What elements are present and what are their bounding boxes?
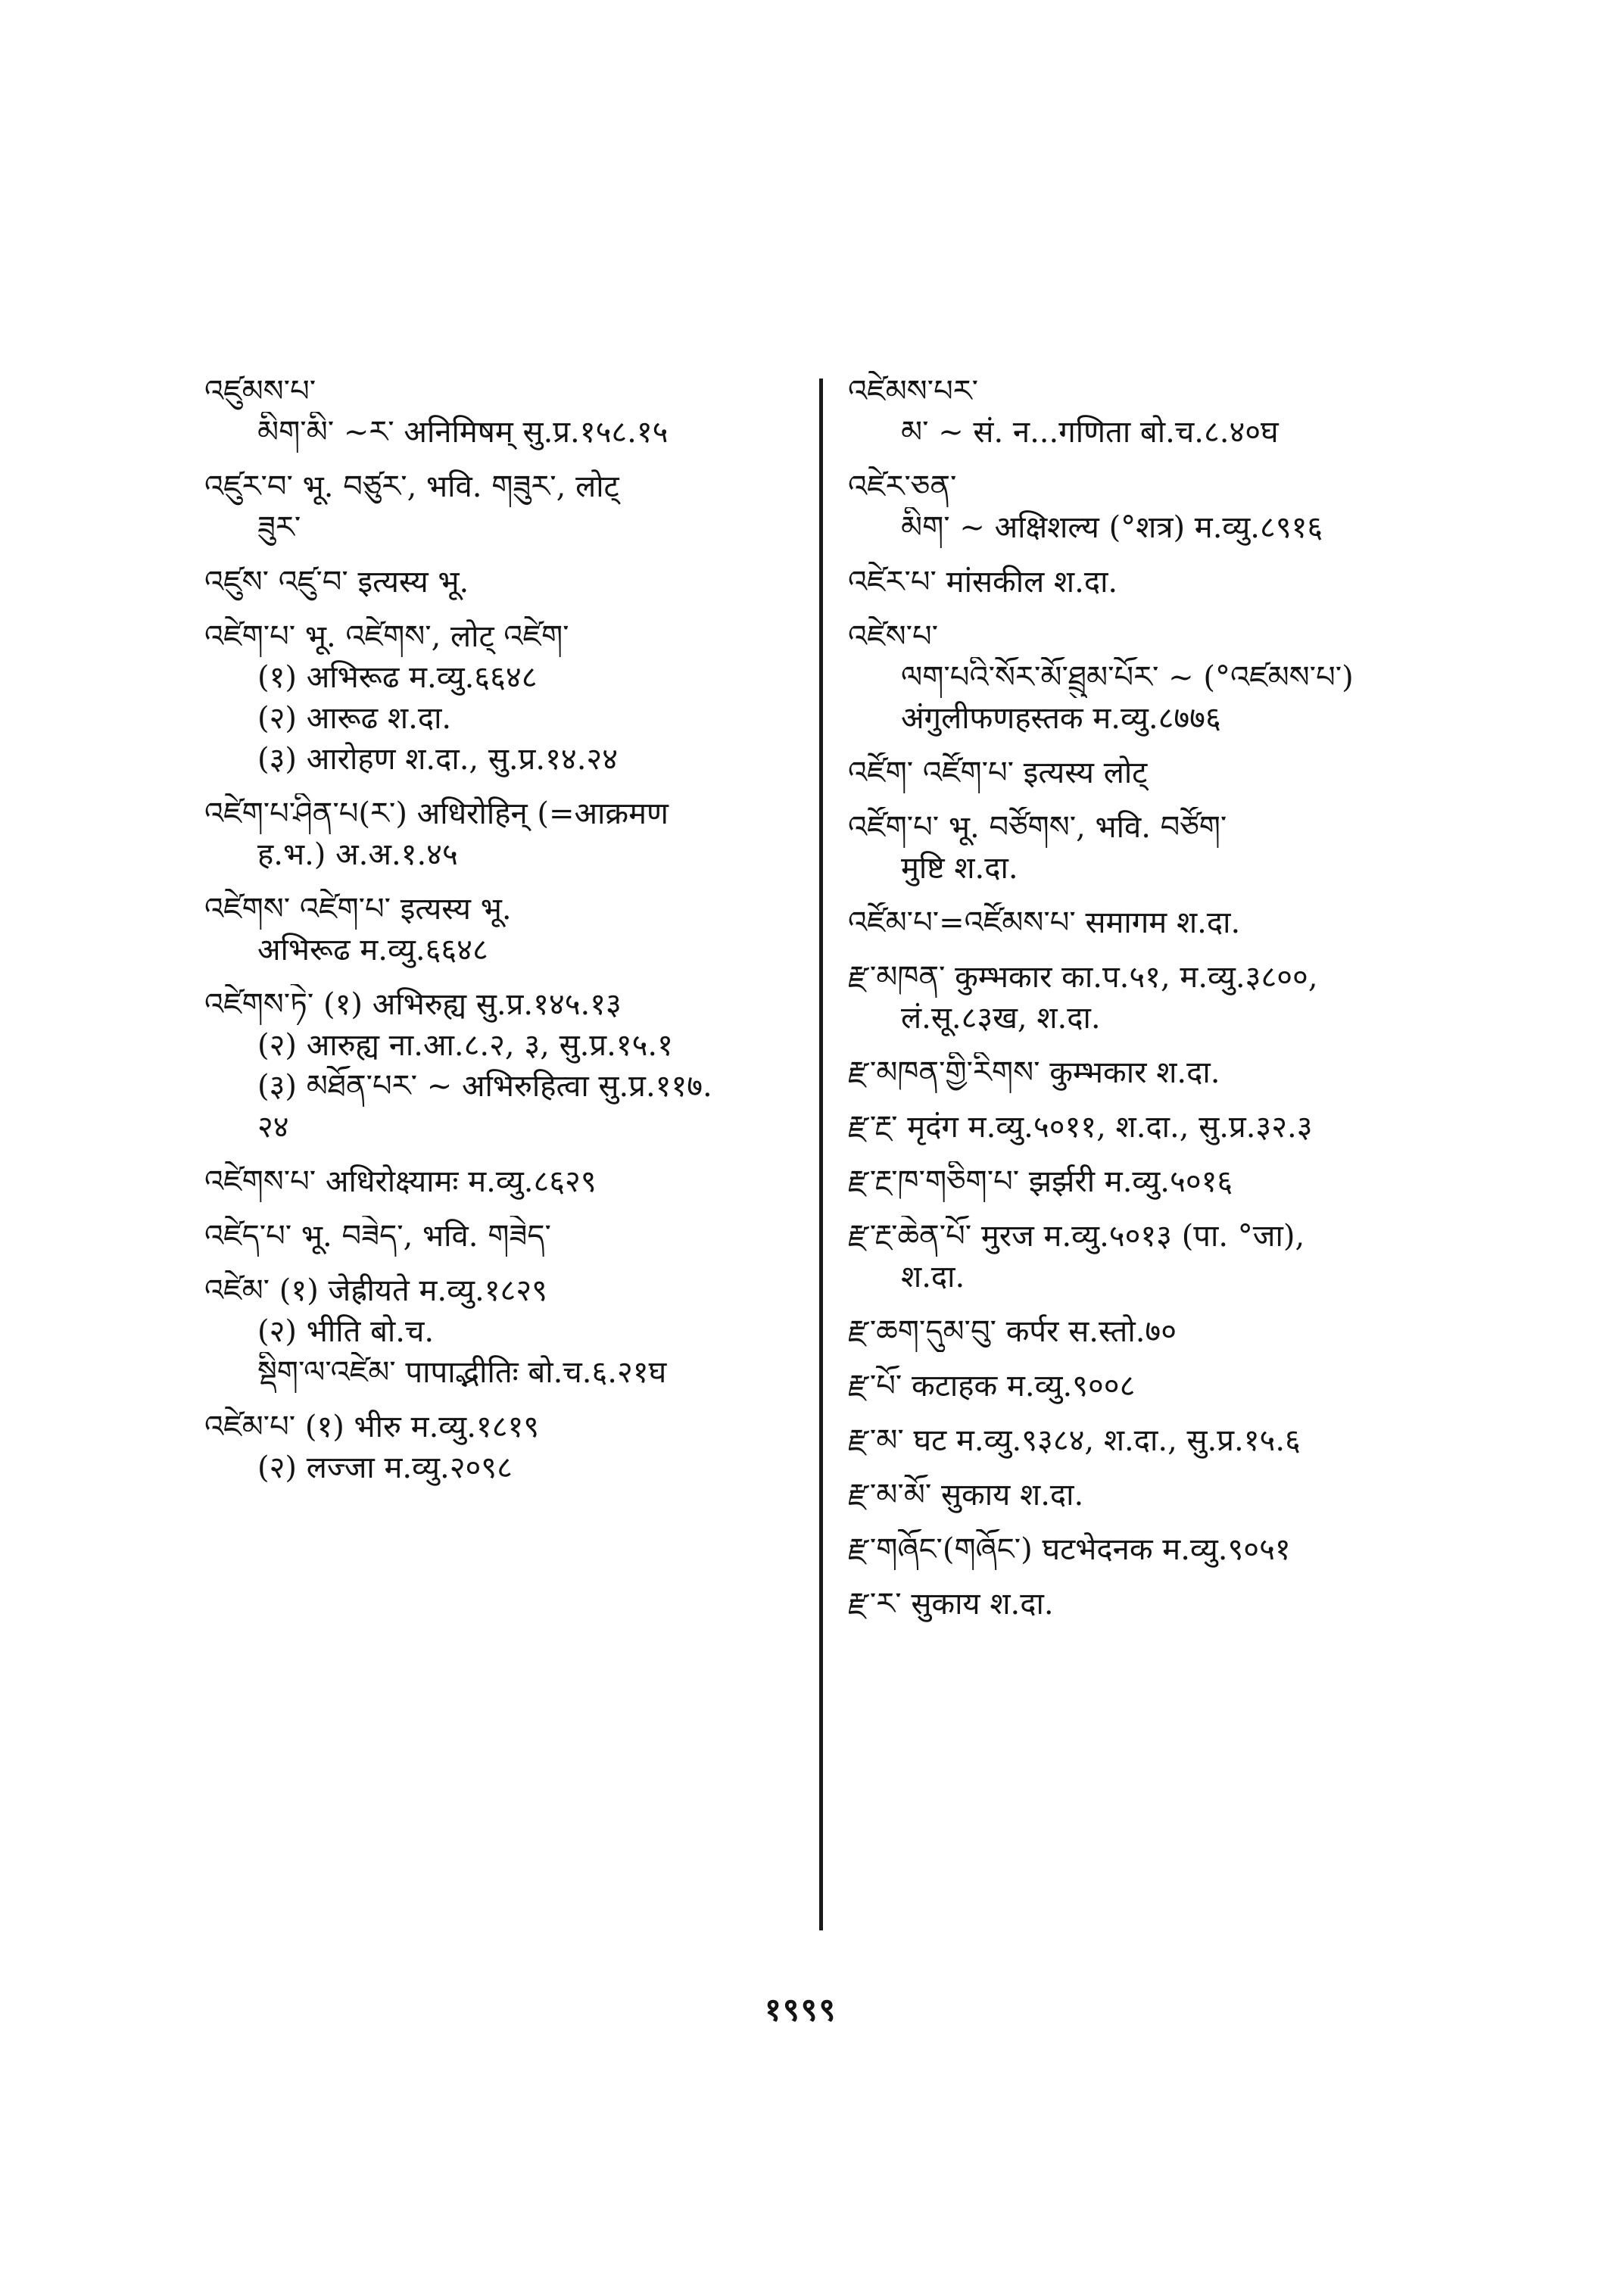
dictionary-headword-line: འཛེར་པ་ मांसकील श.दा. [848,565,1118,600]
dictionary-headword-line: འཛུམས་པ་ [204,374,316,409]
dictionary-headword-line: འཛུར་བ་ भू. བཙུར་, भवि. གཟུར་, लोट् [204,469,619,504]
dictionary-headword-line: རྫ་གཞོང་(གཞོང་) घटभेदनक म.व्यु.९०५१ [848,1532,1291,1567]
dictionary-sense-line: ཟུར་ [257,510,301,545]
dictionary-headword-line: འཛུས་ འཛུ་བ་ इत्यस्य भू. [204,565,469,600]
dictionary-sense-line: མིག་ ~ अक्षिशल्य (°शत्र) म.व्यु.८९१६ [901,510,1323,545]
dictionary-headword-line: འཛེམ་པ་ (१) भीरु म.व्यु.१८१९ [204,1410,540,1444]
dictionary-sense-line: (२) भीति बो.च. [257,1314,435,1349]
dictionary-headword-line: འཛེགས་ འཛེག་པ་ इत्यस्य भू. [204,892,512,927]
dictionary-sense-line: (२) लज्जा म.व्यु.२०९८ [257,1450,513,1485]
dictionary-sense-line: मुष्टि श.दा. [901,851,1018,886]
dictionary-sense-line: २४ [257,1110,289,1145]
page-number: १९९९ [765,1991,837,2028]
dictionary-sense-line: མ་ ~ सं. न...गणिता बो.च.८.४०घ [901,415,1279,450]
dictionary-headword-line: རྫ་མཁན་ कुम्भकार का.प.५१, म.व्यु.३८००, [848,960,1318,995]
dictionary-sense-line: (१) अभिरूढ म.व्यु.६६४८ [257,660,538,695]
dictionary-sense-line: (२) आरुह्य ना.आ.८.२, ३, सु.प्र.१५.१ [257,1028,673,1063]
dictionary-headword-line: འཛེས་པ་ [848,619,939,654]
dictionary-sense-line: ལག་པའི་སོར་མོ་ཐྲུམ་པོར་ ~ (°འཛམས་པ་) [901,660,1354,695]
dictionary-headword-line: འཛེར་ཅན་ [848,469,957,504]
dictionary-headword-line: རྫ་པོ་ कटाहक म.व्यु.९००८ [848,1369,1136,1404]
dictionary-headword-line: འཛེག་པ་ भू. འཛེགས་, लोट् འཛེག་ [204,619,569,654]
dictionary-sense-line: སྡིག་ལ་འཛེམ་ पापाद्भीतिः बो.च.६.२१घ [257,1355,667,1390]
dictionary-headword-line: འཛོག་ འཛོག་པ་ इत्यस्य लोट् [848,756,1148,790]
dictionary-headword-line: འཛོག་པ་ भू. བཙོགས་, भवि. བཙོག་ [848,810,1227,845]
dictionary-sense-line: (३) आरोहण श.दा., सु.प्र.१४.२४ [257,742,619,777]
dictionary-headword-line: རྫ་ཆག་དུམ་བུ་ कर्पर स.स्तो.७० [848,1314,1177,1349]
dictionary-headword-line: འཛེགས་པ་ अधिरोक्ष्यामः म.व्यु.८६२९ [204,1164,597,1199]
dictionary-headword-line: རྫ་མ་ घट म.व्यु.९३८४, श.दा., सु.प्र.१५.६ [848,1423,1301,1458]
right-column [848,371,1492,1625]
left-column [204,371,825,1488]
dictionary-sense-line: अंगुलीफणहस्तक म.व्यु.८७७६ [901,701,1221,736]
dictionary-headword-line: རྫ་ར་ सुकाय श.दा. [848,1587,1054,1622]
dictionary-headword-line: འཛེག་པ་ཤིན་པ(ར་) अधिरोहिन् (=आक्रमण [204,796,669,831]
dictionary-headword-line: རྫ་རྔ་ཁ་གཅིག་པ་ झर्झरी म.व्यु.५०१६ [848,1164,1233,1199]
dictionary-sense-line: अभिरूढ म.व्यु.६६४८ [257,933,488,967]
dictionary-sense-line: श.दा. [901,1260,965,1294]
dictionary-sense-line: लं.सू.८३ख, श.दा. [901,1001,1101,1036]
dictionary-headword-line: རྫ་རྔ་ मृदंग म.व्यु.५०११, श.दा., सु.प्र.३२.३ [848,1110,1313,1145]
dictionary-headword-line: འཛེགས་ཏེ་ (१) अभिरुह्य सु.प्र.१४५.१३ [204,987,622,1022]
dictionary-headword-line: འཛེམས་པར་ [848,374,979,409]
dictionary-headword-line: རྫ་རྔ་ཆེན་པོ་ मुरज म.व्यु.५०१३ (पा. °जा), [848,1219,1305,1254]
dictionary-headword-line: འཛེད་པ་ भू. བཟེད་, भवि. གཟེད་ [204,1219,551,1254]
dictionary-headword-line: འཛོམ་པ་=འཛོམས་པ་ समागम श.दा. [848,905,1241,940]
dictionary-sense-line: མིག་མི་ ~ར་ अनिमिषम् सु.प्र.१५८.१५ [257,415,669,450]
column-divider [819,379,823,1930]
dictionary-headword-line: རྫ་མ་མོ་ सुकाय श.दा. [848,1478,1084,1513]
dictionary-sense-line: (३) མཐོན་པར་ ~ अभिरुहित्वा सु.प्र.११७. [257,1069,712,1104]
dictionary-headword-line: འཛེམ་ (१) जेह्रीयते म.व्यु.१८२९ [204,1273,547,1308]
dictionary-sense-line: ह.भ.) अ.अ.१.४५ [257,837,458,872]
dictionary-headword-line: རྫ་མཁན་གྱི་རིགས་ कुम्भकार श.दा. [848,1055,1220,1090]
dictionary-sense-line: (२) आरूढ श.दा. [257,701,452,736]
